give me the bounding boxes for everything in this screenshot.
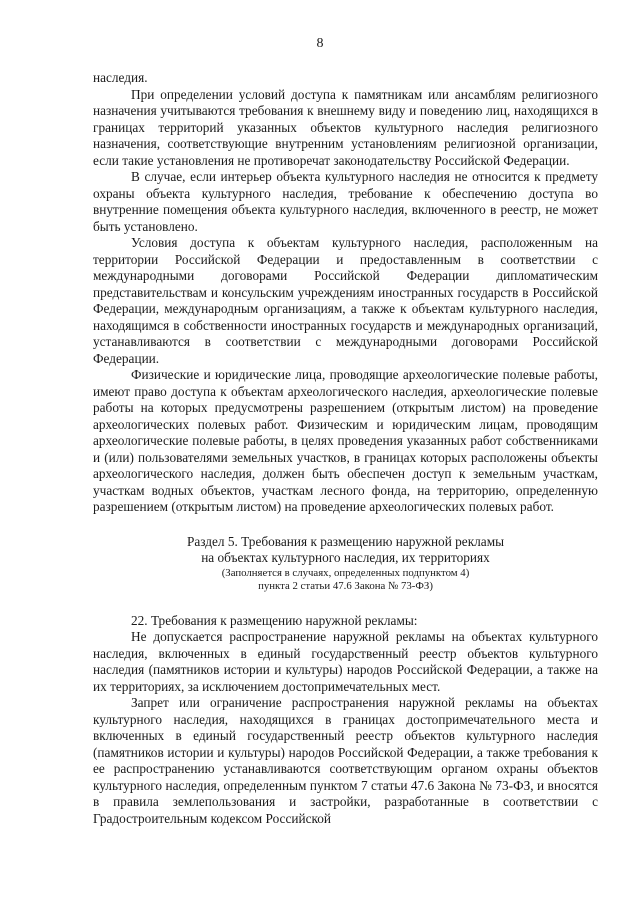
spacer — [93, 593, 598, 613]
document-body — [93, 70, 598, 827]
paragraph-interior-access: В случае, если интерьер объекта культурного наследия не относится к предмету охраны объекта культурного наследия, требование к обеспечению доступа во внутренние помещения объекта культурного наследия, включенного в реестр, не может быть установлено. — [93, 169, 598, 234]
page-number: 8 — [316, 36, 324, 51]
paragraph-diplomatic-access: Условия доступа к объектам культурного наследия, расположенным на территории Российской Федерации и предоставленным в соответствии с международными договорами Российской Федерации дипломатическим представительствам и консульским учреждениям иностранных государств в Российской Федерации, международным организациям, а также к объектам культурного наследия, находящимся в собственности иностранных государств и международных организаций, устанавливаются в соответствии с международными договорами Российской Федерации. — [93, 235, 598, 366]
paragraph-item-22: 22. Требования к размещению наружной рекламы: — [131, 612, 418, 628]
section-note-line-2: пункта 2 статьи 47.6 Закона № 73-ФЗ) — [258, 579, 433, 592]
paragraph-religious-access: При определении условий доступа к памятникам или ансамблям религиозного назначения учитываются требования к внешнему виду и поведению лиц, находящихся в границах территорий указанных объектов культурного наследия религиозного назначения, соответствующие внутренним установлениям религиозной организации, если такие установления не противоречат законодательству Российской Федерации. — [93, 86, 598, 168]
section-heading — [93, 534, 598, 593]
section-title-line-2: на объектах культурного наследия, их территориях — [201, 550, 490, 565]
paragraph-continuation: наследия. — [93, 70, 148, 85]
paragraph-advertising-restriction: Запрет или ограничение распространения наружной рекламы на объектах культурного наследия, находящихся в границах достопримечательного места и включенных в единый государственный реестр объектов культурного наследия (памятников истории и культуры) народов Российской Федерации, а также требования к ее распространению устанавливаются соответствующим органом охраны объектов культурного наследия, определенным пунктом 7 статьи 47.6 Закона № 73-ФЗ, и вносятся в правила землепользования и застройки, разработанные в соответствии с Градостроительным кодексом Российской — [93, 695, 598, 826]
section-title-line-1: Раздел 5. Требования к размещению наружной рекламы — [186, 533, 505, 549]
section-note-line-1: (Заполняется в случаях, определенных подпунктом 4) — [221, 566, 470, 579]
paragraph-archaeological-access: Физические и юридические лица, проводящие археологические полевые работы, имеют право доступа к объектам археологического наследия, археологические полевые работы на которых предусмотрены разрешением (открытым листом) на проведение археологических полевых работ. Физическим и юридическим лицам, проводящим археологические полевые работы, в целях проведения указанных работ собственниками и (или) пользователями земельных участков, в границах которых расположены объекты археологического наследия, должен быть обеспечен доступ к земельным участкам, участкам водных объектов, участкам лесного фонда, на территорию, определенную разрешением (открытым листом) на проведение археологических полевых работ. — [93, 367, 598, 514]
paragraph-advertising-ban: Не допускается распространение наружной рекламы на объектах культурного наследия, включенных в единый государственный реестр объектов культурного наследия (памятников истории и культуры) народов Российской Федерации, а также на их территориях, за исключением достопримечательных мест. — [93, 629, 598, 694]
